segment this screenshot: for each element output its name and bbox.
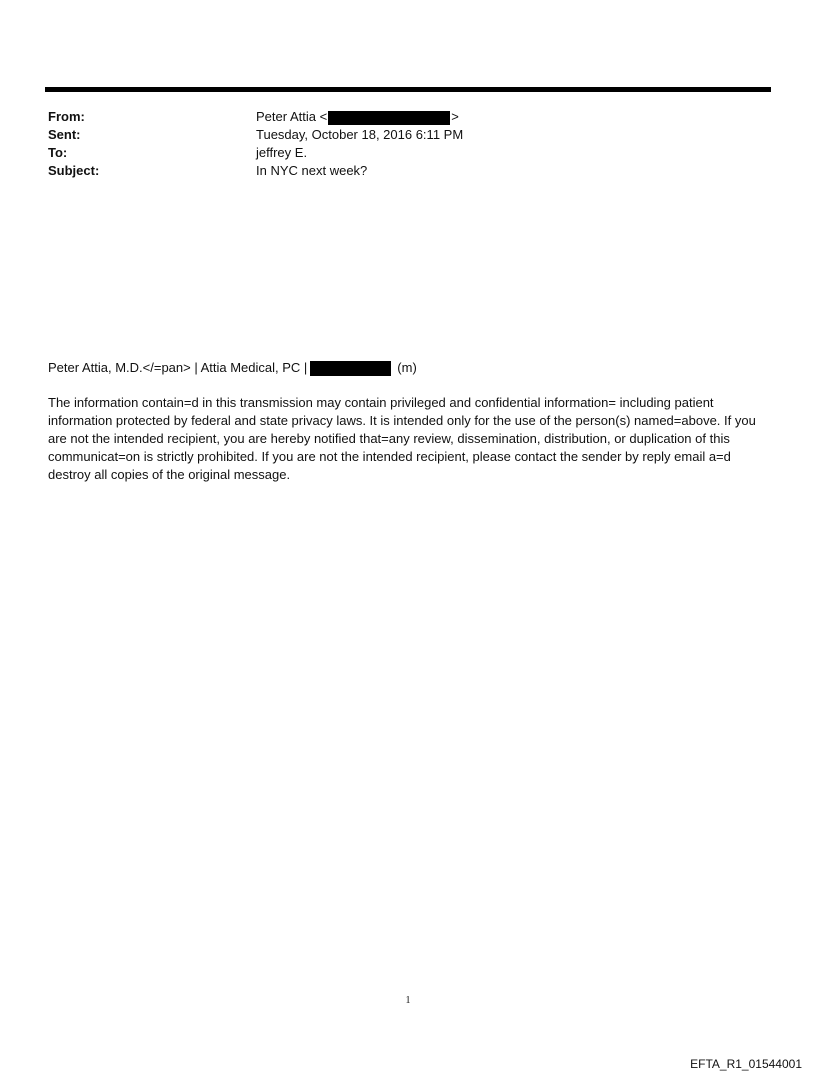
from-value — [256, 108, 459, 126]
page-number: 1 — [405, 995, 411, 1006]
signature-text: Peter Attia, M.D.</=pan> | Attia Medical, PC | — [48, 360, 308, 375]
header-divider — [45, 87, 771, 92]
sent-label: Sent: — [48, 127, 81, 142]
subject-value: In NYC next week? — [256, 163, 368, 178]
signature-suffix: (m) — [397, 360, 417, 375]
redacted-phone-block — [310, 361, 391, 376]
from-close: > — [451, 109, 459, 124]
to-label: To: — [48, 145, 68, 160]
from-label: From: — [48, 109, 85, 124]
from-name: Peter Attia < — [256, 109, 328, 124]
redacted-email-block — [328, 111, 450, 125]
confidentiality-disclaimer: The information contain=d in this transmission may contain privileged and confidential information= including patient information protected by federal and state privacy laws. It is intended only for the use of the person(s) named=above. If you are not the intended recipient, you are hereby notified that=any review, dissemination, distribution, or duplication of this communicat=on is strictly prohibited. If you are not the intended recipient, please contact the sender by reply email a=d destroy all copies of the original message. — [48, 395, 756, 482]
to-value: jeffrey E. — [256, 145, 308, 160]
subject-label: Subject: — [48, 163, 100, 178]
sent-value: Tuesday, October 18, 2016 6:11 PM — [256, 127, 464, 142]
email-signature — [48, 359, 417, 377]
document-id: EFTA_R1_01544001 — [690, 1057, 802, 1071]
